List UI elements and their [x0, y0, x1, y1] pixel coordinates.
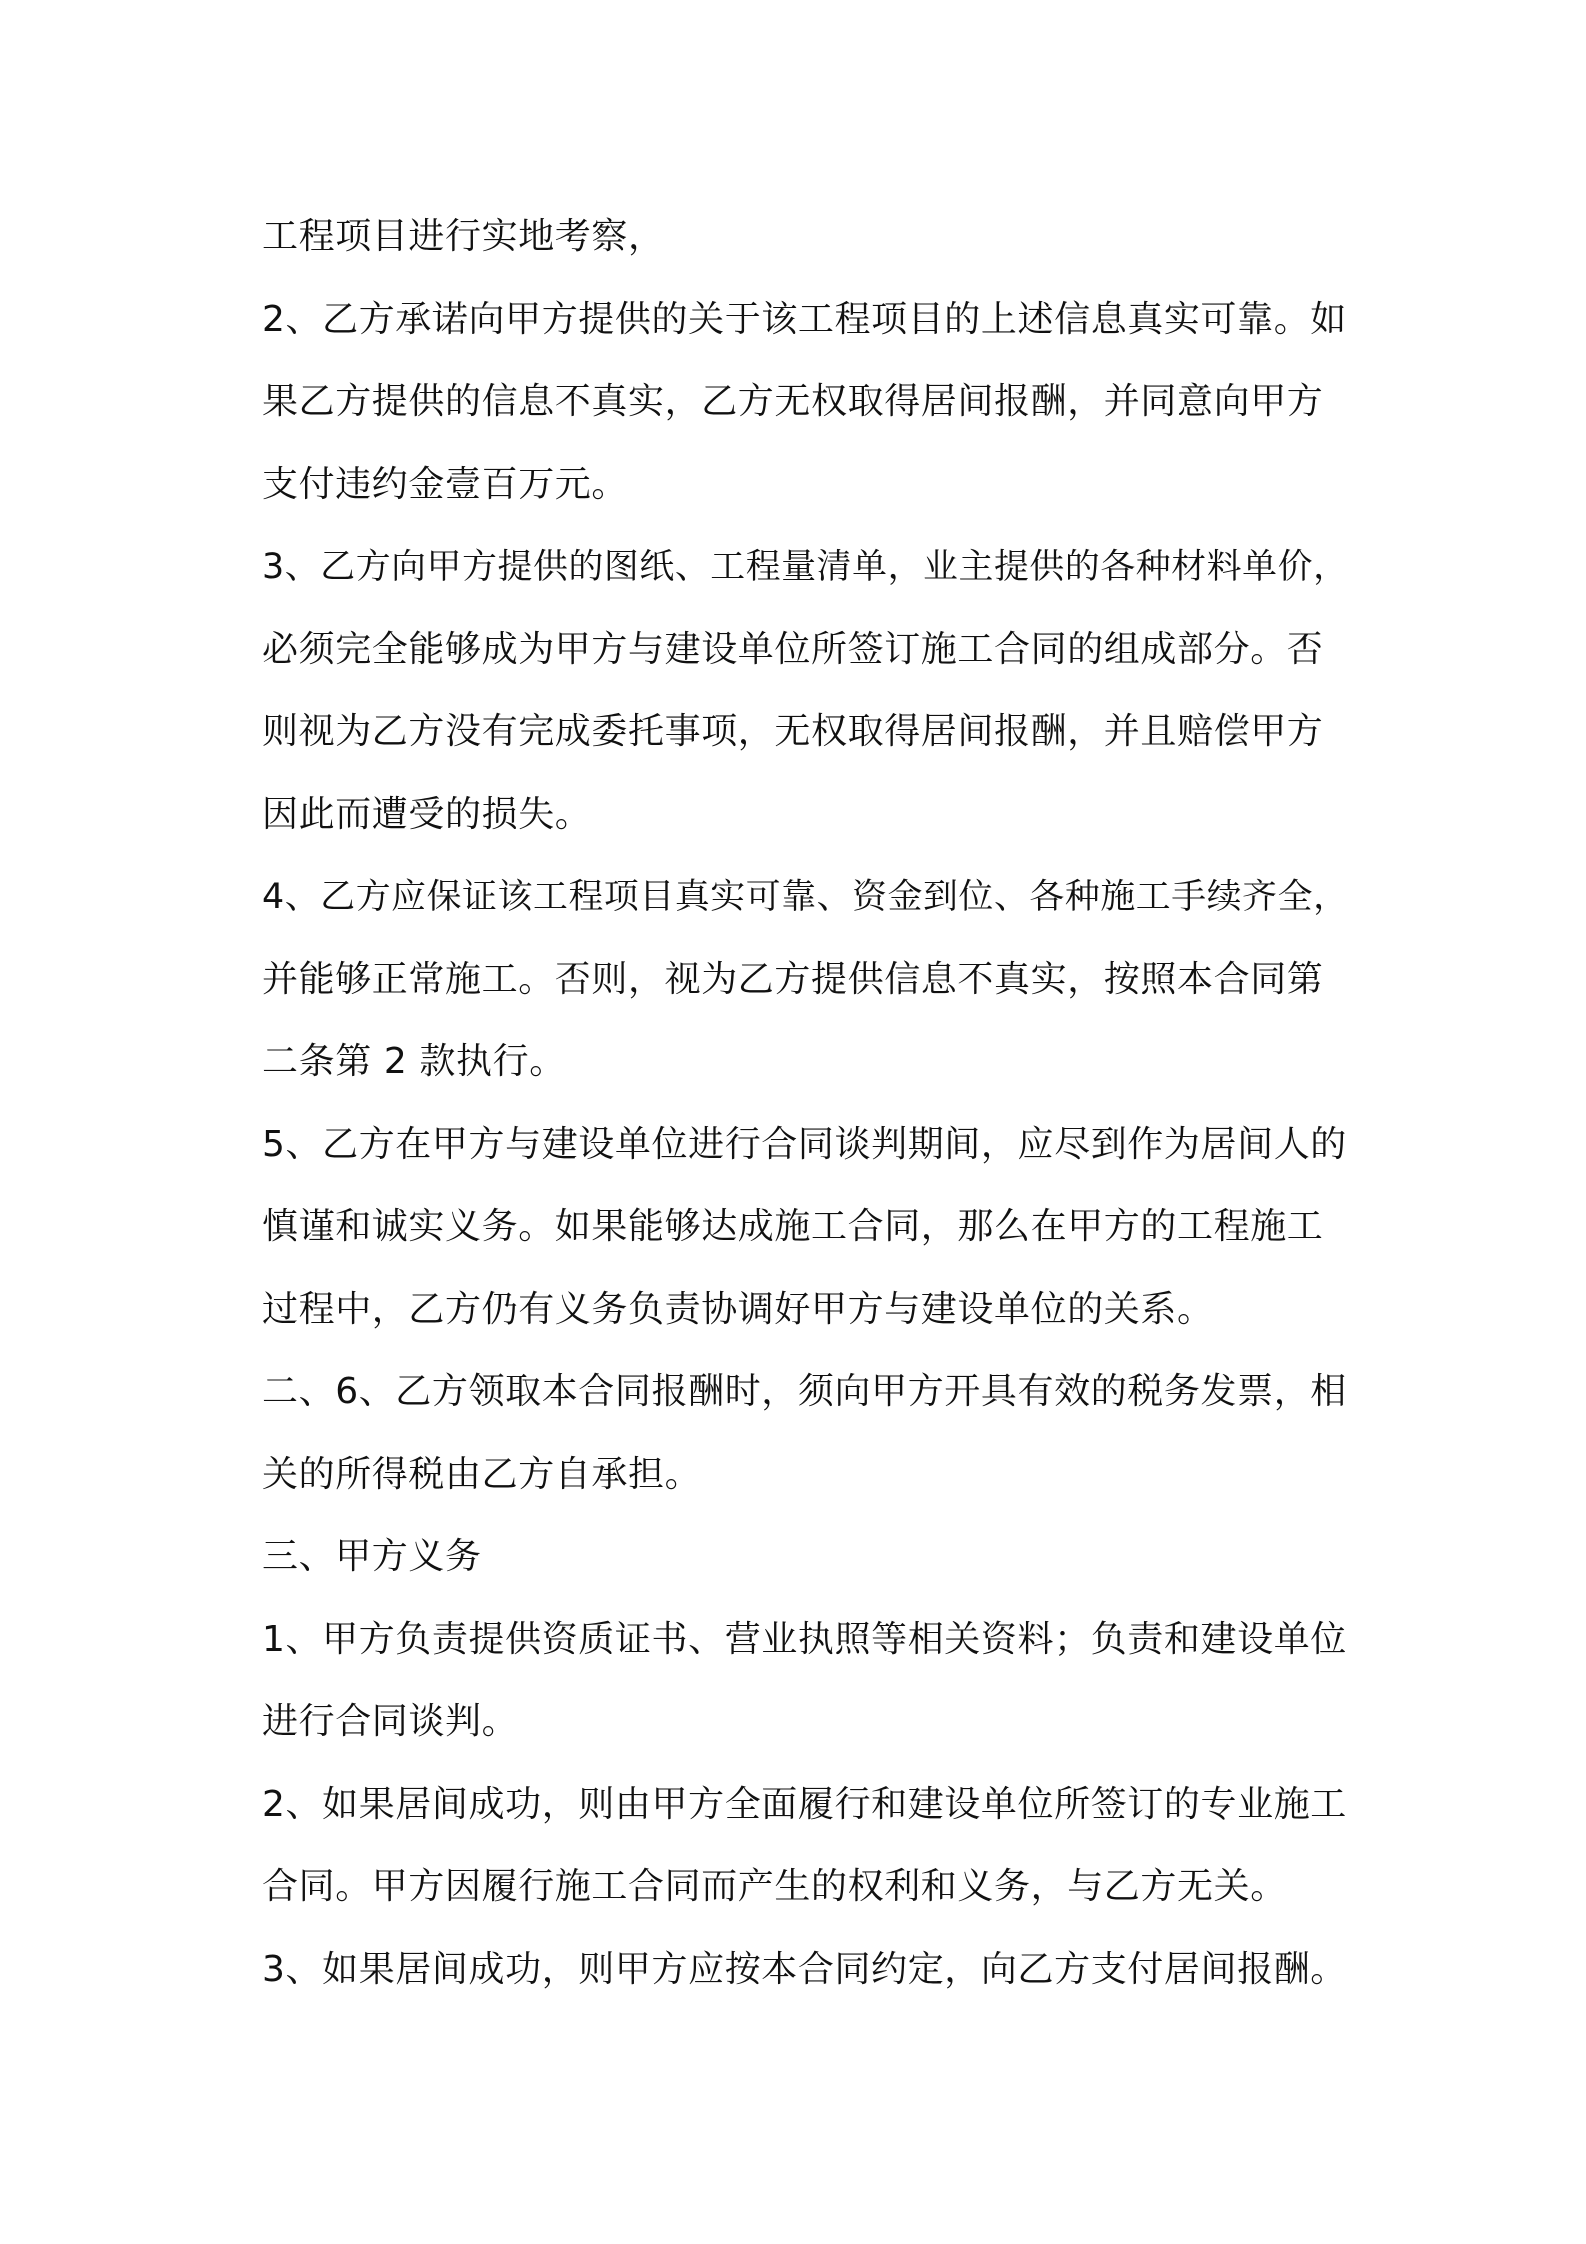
text-line: 3、如果居间成功，则甲方应按本合同约定，向乙方支付居间报酬。	[262, 1948, 1347, 1990]
text-line: 2、乙方承诺向甲方提供的关于该工程项目的上述信息真实可靠。如	[262, 298, 1347, 340]
contract-text	[262, 196, 1354, 2011]
text-line: 二、6、乙方领取本合同报酬时，须向甲方开具有效的税务发票，相	[262, 1371, 1347, 1412]
text-line: 支付违约金壹百万元。	[262, 463, 629, 505]
text-line: 5、乙方在甲方与建设单位进行合同谈判期间，应尽到作为居间人的	[262, 1123, 1347, 1165]
text-line: 2、如果居间成功，则由甲方全面履行和建设单位所签订的专业施工	[262, 1783, 1347, 1825]
text-line: 并能够正常施工。否则，视为乙方提供信息不真实，按照本合同第	[262, 958, 1324, 1000]
text-line: 过程中，乙方仍有义务负责协调好甲方与建设单位的关系。	[262, 1288, 1214, 1330]
text-line: 果乙方提供的信息不真实，乙方无权取得居间报酬，并同意向甲方	[262, 381, 1324, 422]
text-line: 则视为乙方没有完成委托事项，无权取得居间报酬，并且赔偿甲方	[262, 711, 1324, 752]
text-line: 工程项目进行实地考察，	[262, 216, 665, 257]
section-heading: 三、甲方义务	[262, 1536, 482, 1577]
text-line: 慎谨和诚实义务。如果能够达成施工合同，那么在甲方的工程施工	[262, 1206, 1324, 1247]
text-line: 进行合同谈判。	[262, 1701, 519, 1742]
text-line: 4、乙方应保证该工程项目真实可靠、资金到位、各种施工手续齐全，	[262, 877, 1349, 917]
text-line: 3、乙方向甲方提供的图纸、工程量清单，业主提供的各种材料单价，	[262, 547, 1349, 587]
text-line: 因此而遭受的损失。	[262, 793, 592, 835]
text-line: 二条第 2 款执行。	[262, 1041, 566, 1082]
text-line: 1、甲方负责提供资质证书、营业执照等相关资料；负责和建设单位	[262, 1618, 1347, 1660]
text-line: 必须完全能够成为甲方与建设单位所签订施工合同的组成部分。否	[262, 628, 1324, 670]
text-line: 合同。甲方因履行施工合同而产生的权利和义务，与乙方无关。	[262, 1866, 1287, 1907]
text-line: 关的所得税由乙方自承担。	[262, 1453, 702, 1495]
